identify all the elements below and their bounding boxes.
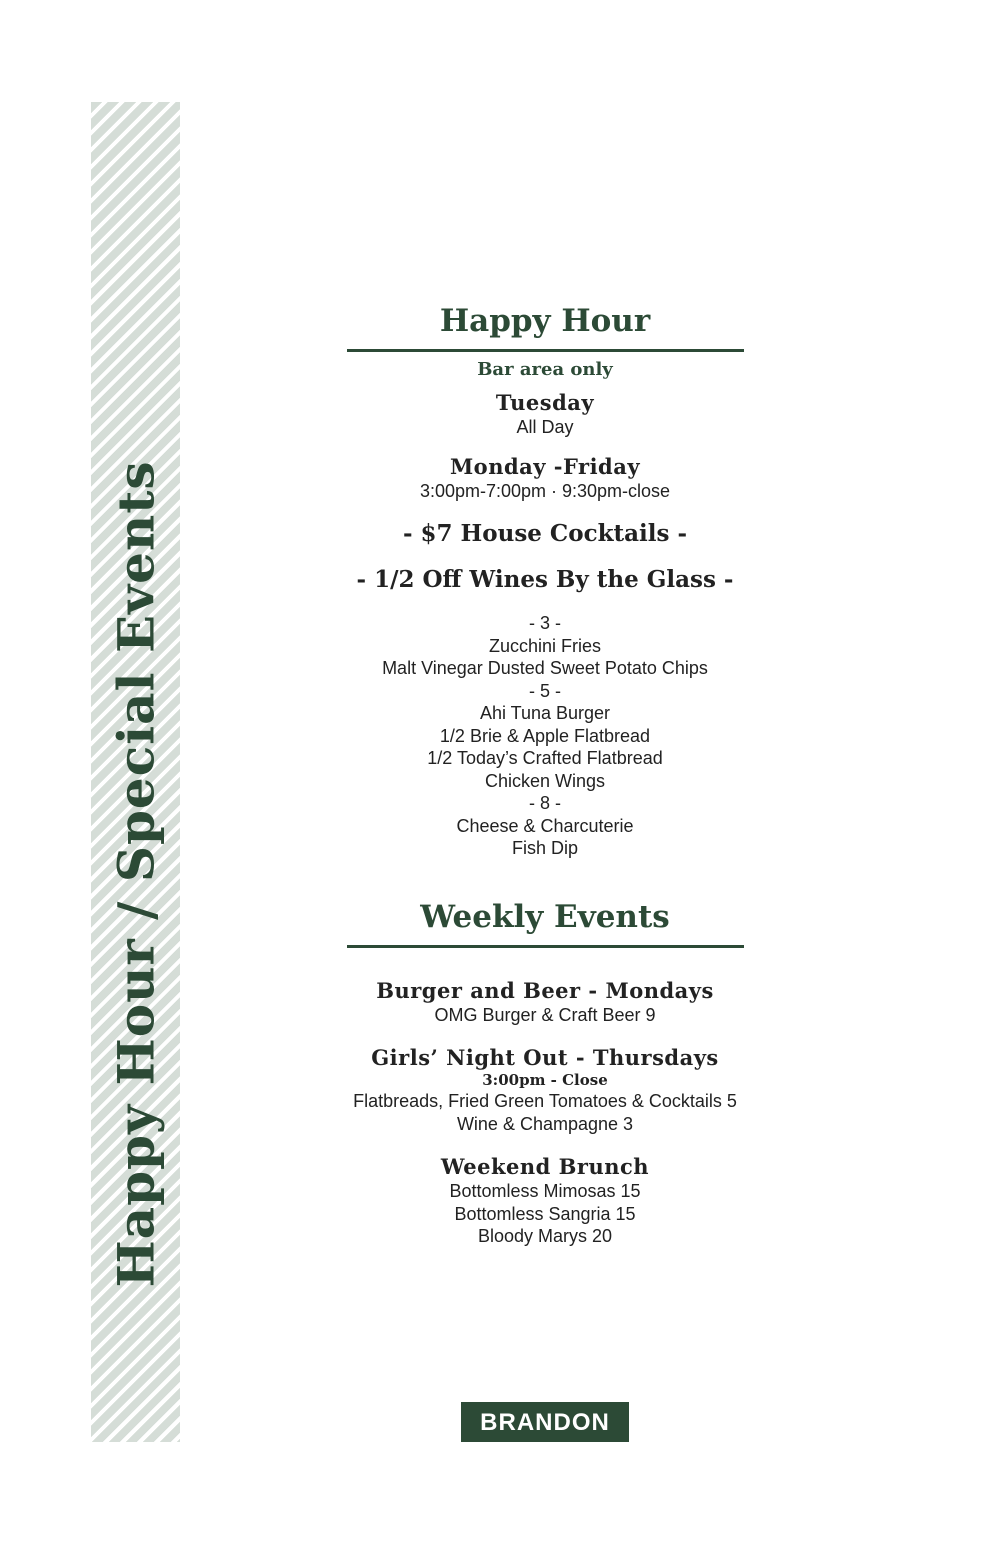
- schedule-time: 3:00pm-7:00pm · 9:30pm-close: [419, 480, 671, 501]
- section-divider: [347, 349, 744, 352]
- sidebar-title: Happy Hour / Special Events: [106, 460, 165, 1288]
- decorative-striped-sidebar: [91, 102, 180, 1442]
- food-menu-list: [330, 612, 760, 860]
- special-wines: - 1/2 Off Wines By the Glass -: [356, 566, 734, 593]
- event-name: Burger and Beer - Mondays: [376, 977, 714, 1003]
- event-line: OMG Burger & Craft Beer 9: [434, 1004, 656, 1025]
- event-time: 3:00pm - Close: [482, 1071, 608, 1089]
- bar-area-note: Bar area only: [477, 359, 613, 380]
- price-tier-label: - 8 -: [528, 793, 561, 813]
- schedule-time: All Day: [516, 417, 574, 437]
- menu-item: Zucchini Fries: [488, 635, 602, 656]
- menu-item: 1/2 Brie & Apple Flatbread: [439, 725, 651, 746]
- section-divider: [347, 945, 744, 948]
- happy-hour-section: [330, 295, 760, 860]
- event-line: Wine & Champagne 3: [456, 1113, 634, 1134]
- event-girls-night: [330, 1045, 760, 1135]
- schedule-day: Tuesday: [495, 390, 595, 415]
- event-line: Bottomless Sangria 15: [454, 1203, 636, 1224]
- price-tier-label: - 3 -: [528, 613, 561, 633]
- menu-content: [330, 295, 760, 1248]
- weekly-events-title: Weekly Events: [420, 898, 670, 935]
- menu-item: 1/2 Today’s Crafted Flatbread: [427, 748, 663, 768]
- menu-item: Malt Vinegar Dusted Sweet Potato Chips: [382, 658, 708, 678]
- event-weekend-brunch: [330, 1154, 760, 1248]
- event-line: Flatbreads, Fried Green Tomatoes & Cocktails 5: [353, 1091, 737, 1111]
- special-cocktails: - $7 House Cocktails -: [402, 520, 688, 547]
- brandon-logo: BRANDON: [461, 1402, 629, 1442]
- menu-item: Fish Dip: [511, 838, 578, 858]
- menu-item: Ahi Tuna Burger: [479, 703, 611, 723]
- event-line: Bloody Marys 20: [477, 1226, 613, 1246]
- event-burger-beer: [330, 978, 760, 1027]
- event-name: Weekend Brunch: [440, 1154, 650, 1179]
- event-line: Bottomless Mimosas 15: [449, 1181, 641, 1201]
- schedule-tuesday: [330, 390, 760, 439]
- menu-item: Chicken Wings: [484, 770, 606, 791]
- schedule-weekdays: [330, 454, 760, 503]
- happy-hour-title: Happy Hour: [439, 303, 651, 339]
- event-name: Girls’ Night Out - Thursdays: [371, 1045, 719, 1070]
- schedule-day: Monday -Friday: [449, 453, 641, 479]
- price-tier-label: - 5 -: [528, 680, 561, 701]
- menu-item: Cheese & Charcuterie: [456, 815, 634, 836]
- weekly-events-section: [330, 891, 760, 1248]
